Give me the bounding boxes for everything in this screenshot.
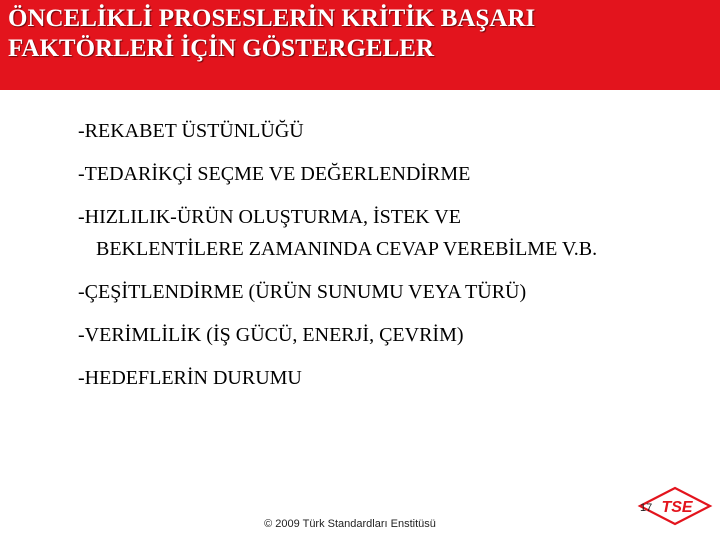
bullet-text: -TEDARİKÇİ SEÇME VE DEĞERLENDİRME: [78, 163, 471, 185]
title-banner: [0, 0, 720, 90]
page-number: 17: [640, 502, 653, 514]
bullet-item: [78, 279, 708, 305]
footer: [0, 518, 720, 530]
copyright-text: © 2009 Türk Standardları Enstitüsü: [264, 518, 436, 530]
bullet-text: -HEDEFLERİN DURUMU: [78, 367, 302, 389]
bullet-text: -HIZLILIK-ÜRÜN OLUŞTURMA, İSTEK VE: [78, 206, 461, 228]
logo-text: TSE: [661, 499, 693, 516]
slide-title-line-2: FAKTÖRLERİ İÇİN GÖSTERGELER: [8, 35, 435, 62]
bullet-text: -ÇEŞİTLENDİRME (ÜRÜN SUNUMU VEYA TÜRÜ): [78, 281, 527, 303]
bullet-item: [78, 365, 708, 391]
bullet-text: -VERİMLİLİK (İŞ GÜCÜ, ENERJİ, ÇEVRİM): [78, 324, 464, 346]
bullet-list: [78, 118, 708, 408]
bullet-item: [78, 322, 708, 348]
slide-title-line-1: ÖNCELİKLİ PROSESLERİN KRİTİK BAŞARI: [8, 5, 536, 32]
bullet-continuation: BEKLENTİLERE ZAMANINDA CEVAP VEREBİLME V.B.: [96, 238, 598, 260]
bullet-item: [78, 118, 708, 144]
bullet-item: [78, 161, 708, 187]
bullet-text: -REKABET ÜSTÜNLÜĞÜ: [78, 120, 304, 142]
bullet-item: [78, 204, 708, 262]
